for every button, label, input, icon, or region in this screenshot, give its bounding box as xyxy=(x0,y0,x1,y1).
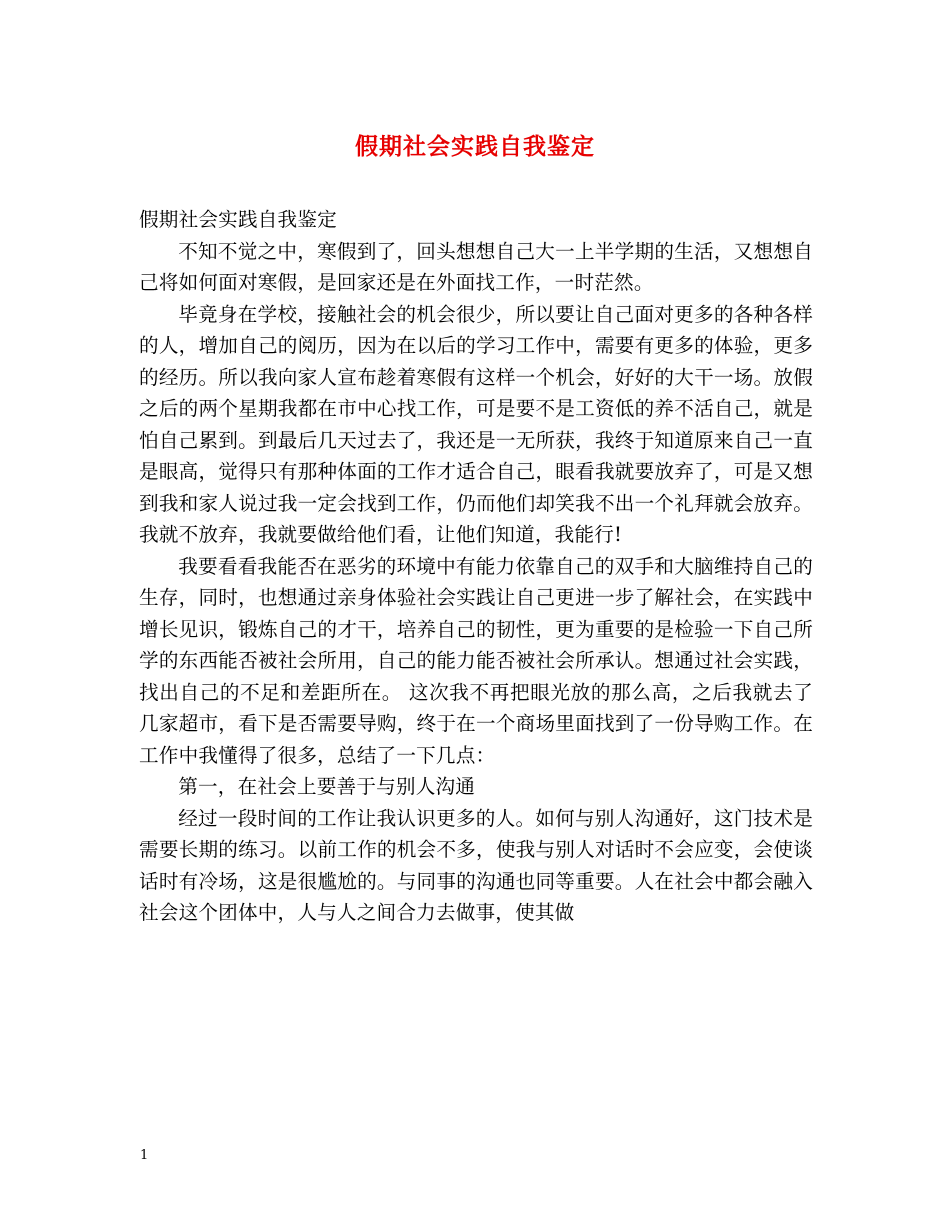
document-title: 假期社会实践自我鉴定 xyxy=(355,133,595,160)
body-heading: 假期社会实践自我鉴定 xyxy=(139,208,337,231)
paragraph: 毕竟身在学校，接触社会的机会很少，所以要让自己面对更多的各种各样的人，增加自己的阅历，因为在以后的学习工作中，需要有更多的体验，更多的经历。所以我向家人宣布趁着寒假有这样一个机会，好好的大干一场。放假之后的两个星期我都在市中心找工作，可是要不是工资低的养不活自己，就是怕自己累到。到最后几天过去了，我还是一无所获，我终于知道原来自己一直是眼高，觉得只有那种体面的工作才适合自己，眼看我就要放弃了，可是又想到我和家人说过我一定会找到工作，仍而他们却笑我不出一个礼拜就会放弃。我就不放弃，我就要做给他们看，让他们知道，我能行! xyxy=(139,302,813,546)
page-number: 1 xyxy=(140,1148,149,1163)
paragraph: 我要看看我能否在恶劣的环境中有能力依靠自己的双手和大脑维持自己的生存，同时，也想通过亲身体验社会实践让自己更进一步了解社会，在实践中增长见识，锻炼自己的才干，培养自己的韧性，更为重要的是检验一下自己所学的东西能否被社会所用，自己的能力能否被社会所承认。想通过社会实践，找出自己的不足和差距所在。 这次我不再把眼光放的那么高，之后我就去了几家超市，看下是否需要导购，终于在一个商场里面找到了一份导购工作。在工作中我懂得了很多，总结了一下几点： xyxy=(139,554,813,767)
paragraph: 经过一段时间的工作让我认识更多的人。如何与别人沟通好，这门技术是需要长期的练习。以前工作的机会不多，使我与别人对话时不会应变，会使谈话时有冷场，这是很尴尬的。与同事的沟通也同等重要。人在社会中都会融入社会这个团体中，人与人之间合力去做事，使其做 xyxy=(139,806,813,924)
paragraph: 不知不觉之中，寒假到了，回头想想自己大一上半学期的生活，又想想自己将如何面对寒假，是回家还是在外面找工作，一时茫然。 xyxy=(139,239,813,294)
section-heading: 第一，在社会上要善于与别人沟通 xyxy=(178,775,476,798)
document-body xyxy=(139,204,813,929)
